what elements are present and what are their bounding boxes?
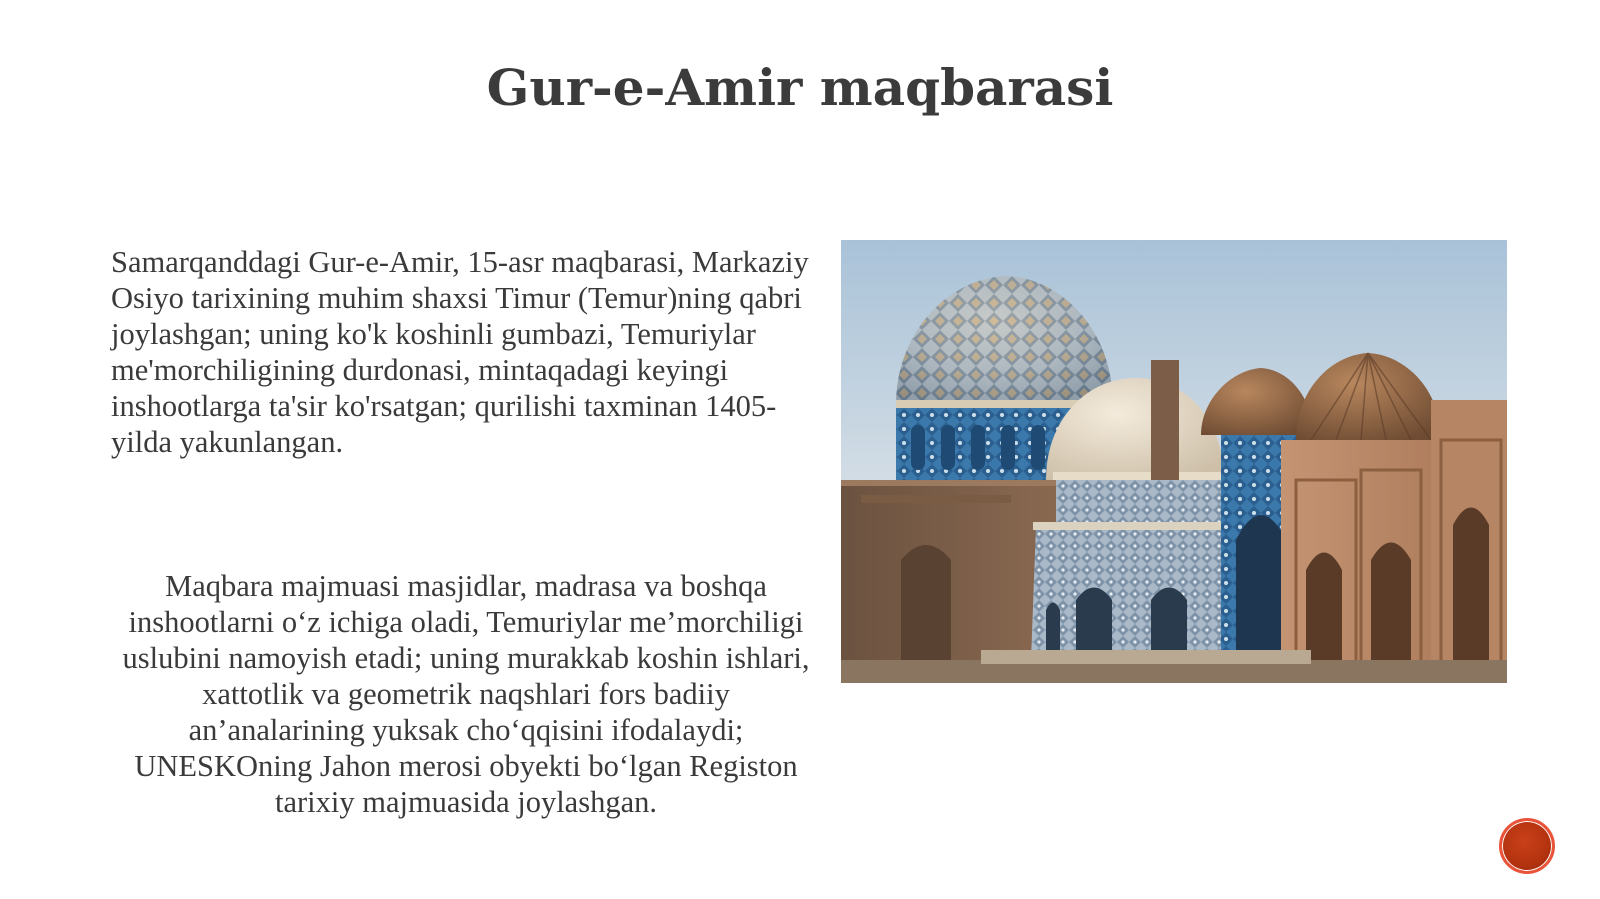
body-paragraph-2: Maqbara majmuasi masjidlar, madrasa va boshqa inshootlarni o‘z ichiga oladi, Temuriylar me’morchiligi uslubini namoyish etadi; uning murakkab koshin ishlari, xattotlik va geometrik naqshlari fors badiiy an’analarining yuksak cho‘qqisini ifodalaydi; UNESKOning Jahon merosi obyekti bo‘lgan Registon tarixiy majmuasida joylashgan. <box>122 569 810 819</box>
slide-title: Gur-e-Amir maqbarasi <box>486 58 1114 117</box>
body-paragraph-1: Samarqanddagi Gur-e-Amir, 15-asr maqbarasi, Markaziy Osiyo tarixining muhim shaxsi Timur (Temur)ning qabri joylashgan; uning ko'k koshinli gumbazi, Temuriylar me'morchiligining durdonasi, mintaqadagi keyingi inshootlarga ta'sir ko'rsatgan; qurilishi taxminan 1405-yilda yakunlangan. <box>111 245 809 459</box>
mausoleum-photo <box>841 240 1507 683</box>
next-slide-button[interactable] <box>1499 818 1555 874</box>
